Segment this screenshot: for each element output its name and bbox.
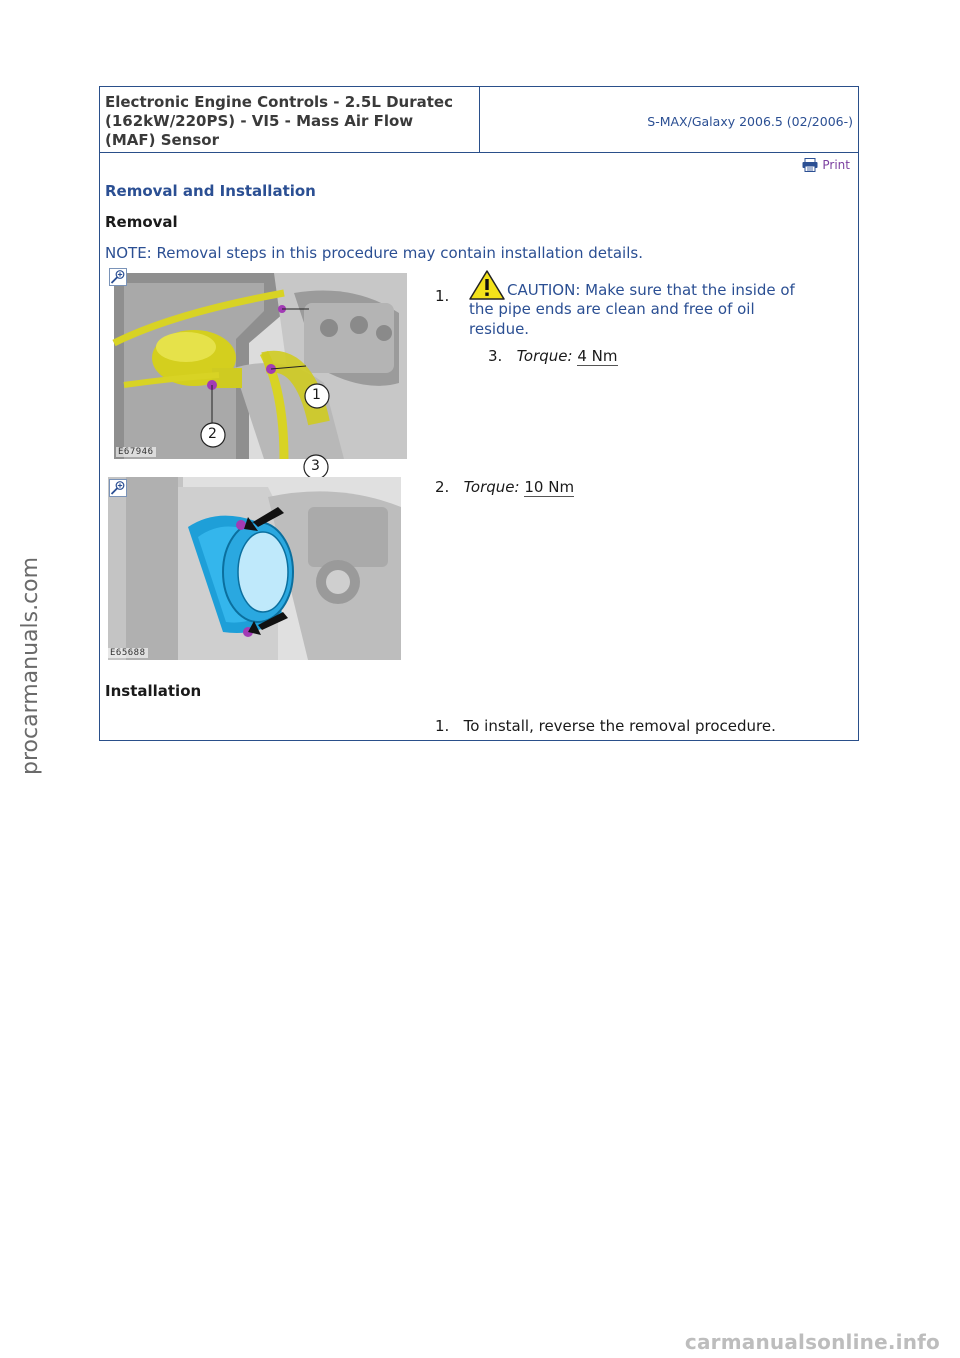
callout-2-label: 2 xyxy=(208,426,217,442)
title-line-1: Electronic Engine Controls - 2.5L Duratec xyxy=(105,93,453,111)
vehicle-model: S-MAX/Galaxy 2006.5 (02/2006-) xyxy=(647,114,853,129)
printer-icon xyxy=(802,158,818,172)
step-2-number: 2. xyxy=(435,478,450,496)
caution-line-1: CAUTION: Make sure that the inside of xyxy=(507,280,795,299)
installation-step-text: To install, reverse the removal procedure. xyxy=(463,717,776,735)
installation-step-1 xyxy=(435,717,776,735)
step-1-number: 1. xyxy=(435,287,450,305)
side-watermark: procarmanuals.com xyxy=(18,556,43,775)
warning-icon xyxy=(469,270,505,300)
torque-label: Torque: xyxy=(463,478,520,496)
procedure-frame xyxy=(99,86,859,741)
torque-value: 4 Nm xyxy=(577,347,618,365)
step-1-torque xyxy=(488,347,618,365)
torque-label: Torque: xyxy=(516,347,573,365)
step-2 xyxy=(435,478,574,496)
section-title: Removal and Installation xyxy=(105,182,316,200)
torque-value: 10 Nm xyxy=(524,478,575,496)
print-label: Print xyxy=(822,158,850,172)
figure-2-code: E65688 xyxy=(110,648,146,658)
caution-note xyxy=(469,270,839,339)
title-line-2: (162kW/220PS) - VI5 - Mass Air Flow xyxy=(105,112,414,130)
installation-heading: Installation xyxy=(105,682,202,700)
callout-2 xyxy=(199,421,227,453)
zoom-icon[interactable] xyxy=(109,268,127,286)
print-button[interactable] xyxy=(802,158,850,172)
callout-3-label: 3 xyxy=(311,458,320,474)
figure-1-image xyxy=(114,273,407,474)
substep-3-number: 3. xyxy=(488,347,503,365)
engine-bay-illustration-1 xyxy=(114,273,407,459)
page-title xyxy=(105,93,475,150)
zoom-icon[interactable] xyxy=(109,479,127,497)
callout-1 xyxy=(303,382,331,414)
header-divider xyxy=(479,87,480,152)
caution-line-2: the pipe ends are clean and free of oil xyxy=(469,300,755,318)
figure-1-code: E67946 xyxy=(118,447,154,457)
figure-2-image xyxy=(108,477,401,660)
bottom-watermark: carmanualsonline.info xyxy=(684,1330,940,1354)
removal-heading: Removal xyxy=(105,213,178,231)
removal-note: NOTE: Removal steps in this procedure may contain installation details. xyxy=(105,244,643,262)
installation-step-number: 1. xyxy=(435,717,450,735)
caution-line-3: residue. xyxy=(469,319,530,338)
title-line-3: (MAF) Sensor xyxy=(105,131,220,149)
callout-1-label: 1 xyxy=(312,387,321,403)
header xyxy=(100,87,858,153)
engine-bay-illustration-2 xyxy=(108,477,401,660)
